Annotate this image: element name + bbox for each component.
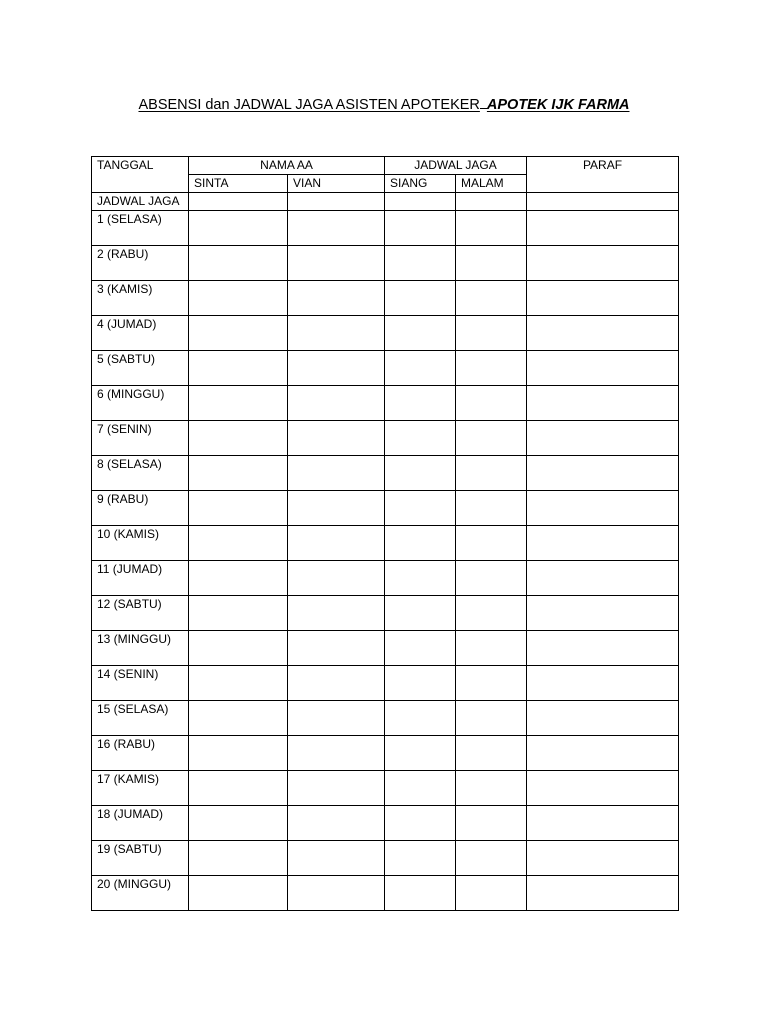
cell-vian [288,561,385,596]
cell-paraf [527,666,679,701]
cell-malam [456,806,527,841]
cell-sinta [189,386,288,421]
cell-sinta [189,631,288,666]
table-row [92,456,679,491]
table-body [92,193,679,911]
cell-siang [385,421,456,456]
cell-malam [456,491,527,526]
cell-paraf [527,386,679,421]
table-row [92,281,679,316]
cell-sinta [189,351,288,386]
header-jadwal-jaga: JADWAL JAGA [385,157,527,175]
cell-malam [456,386,527,421]
cell-paraf [527,316,679,351]
cell-paraf [527,491,679,526]
cell-malam [456,666,527,701]
cell-vian [288,316,385,351]
day-label: 6 (MINGGU) [92,386,189,421]
table-row [92,421,679,456]
cell-sinta [189,421,288,456]
day-label: 5 (SABTU) [92,351,189,386]
day-label: 13 (MINGGU) [92,631,189,666]
cell-sinta [189,526,288,561]
day-label: 7 (SENIN) [92,421,189,456]
cell-paraf [527,561,679,596]
cell-siang [385,561,456,596]
header-paraf: PARAF [527,157,679,193]
cell-vian [288,193,385,211]
cell-paraf [527,246,679,281]
cell-sinta [189,736,288,771]
jadwal-jaga-label: JADWAL JAGA [92,193,189,211]
cell-vian [288,211,385,246]
cell-siang [385,281,456,316]
cell-vian [288,386,385,421]
cell-malam [456,561,527,596]
cell-paraf [527,701,679,736]
attendance-table [91,156,679,911]
cell-siang [385,386,456,421]
cell-malam [456,701,527,736]
cell-sinta [189,666,288,701]
cell-sinta [189,456,288,491]
cell-vian [288,666,385,701]
cell-siang [385,841,456,876]
header-tanggal: TANGGAL [92,157,189,193]
title-brand: APOTEK IJK FARMA [486,97,630,113]
table-row [92,386,679,421]
jadwal-jaga-row [92,193,679,211]
table-row [92,736,679,771]
cell-siang [385,351,456,386]
cell-sinta [189,596,288,631]
day-label: 9 (RABU) [92,491,189,526]
cell-malam [456,316,527,351]
cell-vian [288,246,385,281]
cell-siang [385,736,456,771]
table-row [92,631,679,666]
table-row [92,211,679,246]
day-label: 15 (SELASA) [92,701,189,736]
table-row [92,596,679,631]
table-row [92,666,679,701]
cell-vian [288,806,385,841]
cell-siang [385,876,456,911]
title-main: ABSENSI dan JADWAL JAGA ASISTEN APOTEKER [138,97,480,113]
cell-vian [288,456,385,491]
table-row [92,876,679,911]
cell-paraf [527,631,679,666]
cell-sinta [189,561,288,596]
document-title [0,94,768,115]
day-label: 3 (KAMIS) [92,281,189,316]
cell-malam [456,596,527,631]
header-nama-aa: NAMA AA [189,157,385,175]
day-label: 4 (JUMAD) [92,316,189,351]
header-vian: VIAN [288,175,385,193]
cell-malam [456,771,527,806]
day-label: 20 (MINGGU) [92,876,189,911]
cell-paraf [527,351,679,386]
cell-sinta [189,281,288,316]
day-label: 8 (SELASA) [92,456,189,491]
header-malam: MALAM [456,175,527,193]
cell-siang [385,246,456,281]
cell-malam [456,421,527,456]
cell-paraf [527,526,679,561]
cell-siang [385,806,456,841]
cell-malam [456,456,527,491]
cell-sinta [189,246,288,281]
cell-paraf [527,193,679,211]
cell-siang [385,526,456,561]
table-row [92,806,679,841]
table-row [92,491,679,526]
cell-malam [456,736,527,771]
cell-sinta [189,193,288,211]
cell-sinta [189,316,288,351]
table-row [92,771,679,806]
cell-siang [385,193,456,211]
cell-malam [456,351,527,386]
cell-malam [456,841,527,876]
cell-vian [288,631,385,666]
cell-malam [456,526,527,561]
cell-sinta [189,876,288,911]
title-spacer [480,94,487,109]
cell-vian [288,281,385,316]
cell-malam [456,631,527,666]
day-label: 1 (SELASA) [92,211,189,246]
cell-malam [456,876,527,911]
day-label: 12 (SABTU) [92,596,189,631]
cell-paraf [527,806,679,841]
cell-malam [456,246,527,281]
cell-sinta [189,771,288,806]
table-row [92,316,679,351]
table-row [92,561,679,596]
cell-sinta [189,211,288,246]
cell-vian [288,491,385,526]
cell-paraf [527,736,679,771]
day-label: 14 (SENIN) [92,666,189,701]
table-row [92,701,679,736]
header-sinta: SINTA [189,175,288,193]
cell-siang [385,666,456,701]
table-row [92,246,679,281]
cell-siang [385,211,456,246]
day-label: 11 (JUMAD) [92,561,189,596]
cell-vian [288,736,385,771]
cell-paraf [527,456,679,491]
cell-sinta [189,491,288,526]
cell-sinta [189,841,288,876]
cell-malam [456,281,527,316]
cell-vian [288,526,385,561]
cell-paraf [527,421,679,456]
cell-paraf [527,841,679,876]
day-label: 19 (SABTU) [92,841,189,876]
cell-vian [288,876,385,911]
table-row [92,526,679,561]
day-label: 10 (KAMIS) [92,526,189,561]
cell-paraf [527,281,679,316]
cell-vian [288,701,385,736]
cell-vian [288,841,385,876]
day-label: 17 (KAMIS) [92,771,189,806]
header-siang: SIANG [385,175,456,193]
cell-siang [385,456,456,491]
cell-vian [288,771,385,806]
header-row-1 [92,157,679,175]
cell-siang [385,596,456,631]
cell-siang [385,771,456,806]
day-label: 16 (RABU) [92,736,189,771]
cell-siang [385,631,456,666]
cell-sinta [189,806,288,841]
cell-paraf [527,211,679,246]
day-label: 18 (JUMAD) [92,806,189,841]
cell-vian [288,596,385,631]
day-label: 2 (RABU) [92,246,189,281]
cell-siang [385,316,456,351]
cell-malam [456,211,527,246]
cell-malam [456,193,527,211]
cell-siang [385,491,456,526]
cell-siang [385,701,456,736]
table-row [92,351,679,386]
cell-sinta [189,701,288,736]
cell-paraf [527,596,679,631]
cell-vian [288,421,385,456]
cell-paraf [527,771,679,806]
cell-paraf [527,876,679,911]
cell-vian [288,351,385,386]
table-row [92,841,679,876]
